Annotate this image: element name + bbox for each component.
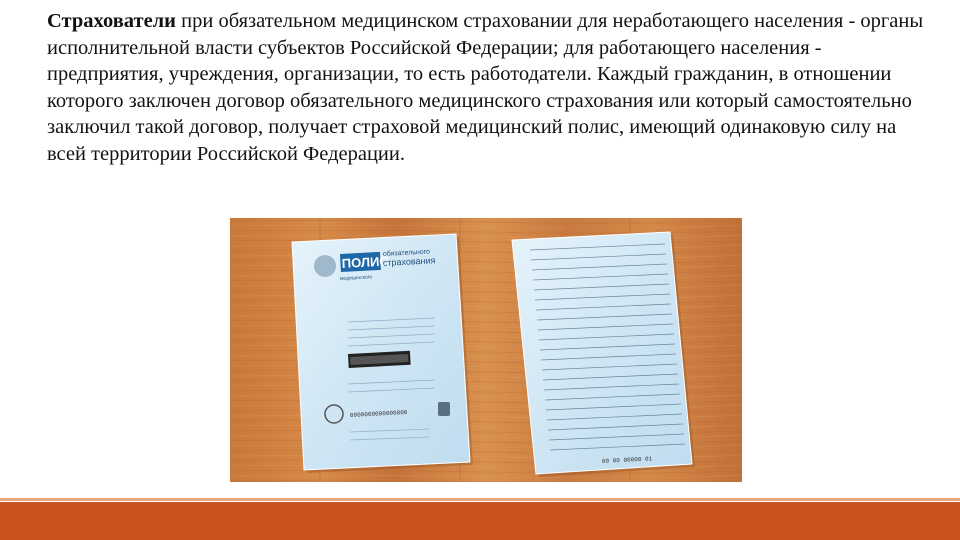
policy-title-line1: обязательного — [382, 248, 431, 258]
main-paragraph — [47, 8, 927, 168]
policy-subtitle: медицинского — [339, 274, 373, 282]
policy-front — [292, 234, 473, 473]
footer-accent-line — [0, 498, 960, 501]
insurance-policy-photo — [230, 218, 742, 482]
policy-title: ПОЛИС — [341, 253, 390, 271]
term-strakhovateli: Страхователи — [47, 10, 176, 32]
policy-back-number: 00 00 00000 01 — [601, 455, 653, 465]
policy-serial: 0000000000000000 — [349, 408, 408, 419]
footer-accent-bar — [0, 502, 960, 540]
chip-icon — [438, 402, 450, 416]
policy-illustration — [230, 218, 742, 482]
paragraph-body: при обязательном медицинском страховании для неработающего населения - органы исполнительной власти субъектов Российской Федерации; для работающего населения - предприятия, учреждения, организации, то есть работодатели. Каждый гражданин, в отношении которого заключен договор обязательного медицинского страхования или который самостоятельно заключил такой договор, получает страховой медицинский полис, имеющий одинаковую силу на всей территории Российской Федерации. — [47, 10, 924, 165]
policy-title-line2: страхования — [382, 255, 436, 268]
coat-of-arms-icon — [314, 255, 336, 277]
policy-back — [512, 232, 695, 477]
